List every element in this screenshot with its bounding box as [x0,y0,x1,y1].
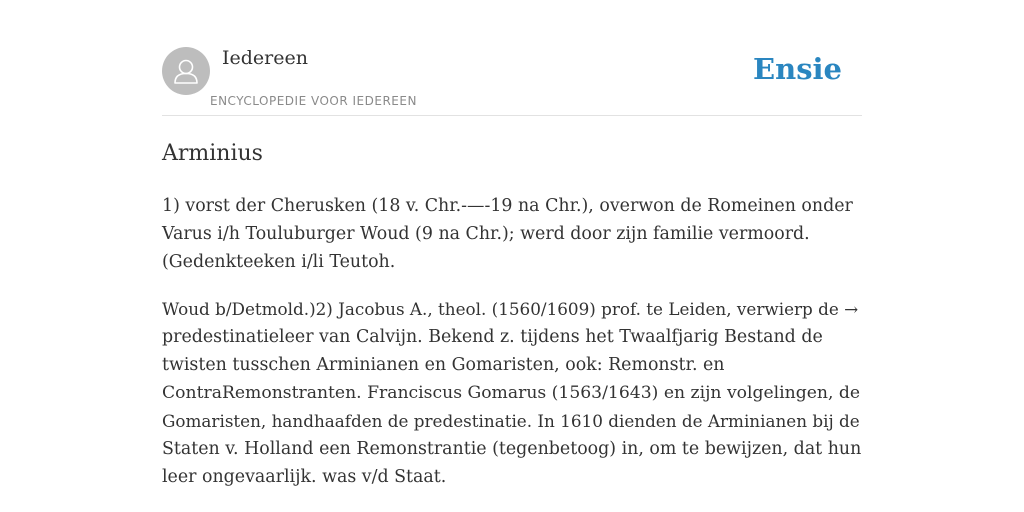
paragraph-line: ContraRemonstranten. Franciscus Gomarus (1563/1643) en zijn volgelingen, de [162,383,861,403]
paragraph-line: Gomaristen, handhaafden de predestinatie. In 1610 dienden de Arminianen bij de [162,411,860,431]
paragraph-line: twisten tusschen Arminianen en Gomaristen, ook: Remonstr. en [162,355,725,375]
paragraph-line: (Gedenkteeken i/li Teutoh. [162,252,396,272]
article-paragraph [162,192,862,276]
paragraph-line: predestinatieleer van Calvijn. Bekend z. tijdens het Twaalfjarig Bestand de [162,327,823,347]
paragraph-line: Woud b/Detmold.)2) Jacobus A., theol. (1560/1609) prof. te Leiden, verwierp de → [162,299,859,319]
paragraph-line: Staten v. Holland een Remonstrantie (tegenbetoog) in, om te bewijzen, dat hun [162,439,862,459]
paragraph-line: Varus i/h Touluburger Woud (9 na Chr.); werd door zijn familie vermoord. [162,224,810,244]
site-header [162,0,862,116]
author-name[interactable]: Iedereen [222,47,308,69]
article-title: Arminius [162,141,263,166]
site-tagline: ENCYCLOPEDIE VOOR IEDEREEN [210,94,417,108]
paragraph-line: leer ongevaarlijk. was v/d Staat. [162,467,447,487]
user-avatar-icon[interactable] [162,47,210,95]
brand-logo[interactable]: Ensie [753,52,842,86]
paragraph-line: 1) vorst der Cherusken (18 v. Chr.-—-19 na Chr.), overwon de Romeinen onder [162,196,853,216]
article-paragraph [162,295,862,491]
page [162,0,862,512]
